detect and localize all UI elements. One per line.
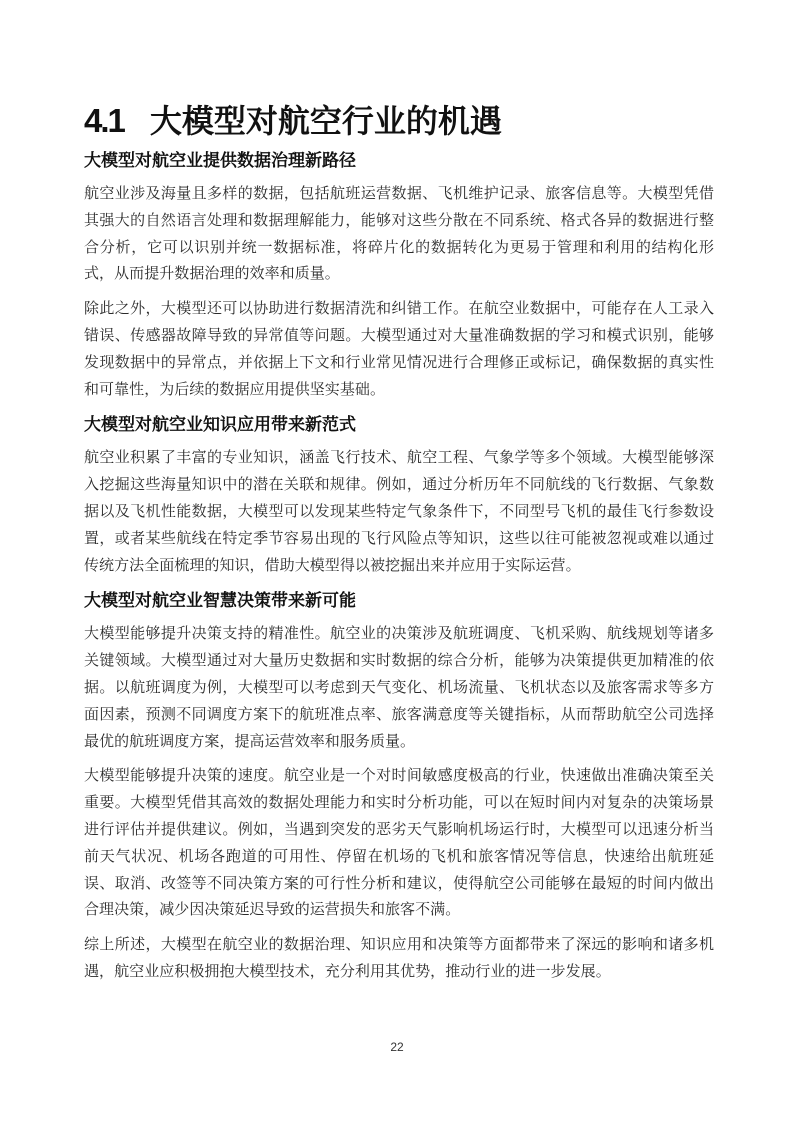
paragraph: 航空业积累了丰富的专业知识，涵盖飞行技术、航空工程、气象学等多个领域。大模型能够深入挖掘这些海量知识中的潜在关联和规律。例如，通过分析历年不同航线的飞行数据、气象数据以及飞机性能数据，大模型可以发现某些特定气象条件下，不同型号飞机的最佳飞行参数设置，或者某些航线在特定季节容易出现的飞行风险点等知识，这些以往可能被忽视或难以通过传统方法全面梳理的知识，借助大模型得以被挖掘出来并应用于实际运营。: [84, 448, 714, 574]
section-title-text: 大模型对航空行业的机遇: [149, 102, 502, 140]
paragraph: 除此之外，大模型还可以协助进行数据清洗和纠错工作。在航空业数据中，可能存在人工录入错误、传感器故障导致的异常值等问题。大模型通过对大量准确数据的学习和模式识别，能够发现数据中的异常点，并依据上下文和行业常见情况进行合理修正或标记，确保数据的真实性和可靠性，为后续的数据应用提供坚实基础。: [84, 299, 714, 398]
paragraph: 综上所述，大模型在航空业的数据治理、知识应用和决策等方面都带来了深远的影响和诸多机遇，航空业应积极拥抱大模型技术，充分利用其优势，推动行业的进一步发展。: [84, 935, 714, 980]
subheading-smart-decision: 大模型对航空业智慧决策带来新可能: [84, 591, 356, 612]
subheading-knowledge-application: 大模型对航空业知识应用带来新范式: [84, 415, 356, 436]
paragraph: 航空业涉及海量且多样的数据，包括航班运营数据、飞机维护记录、旅客信息等。大模型凭借其强大的自然语言处理和数据理解能力，能够对这些分散在不同系统、格式各异的数据进行整合分析，它可以识别并统一数据标准，将碎片化的数据转化为更易于管理和利用的结构化形式，从而提升数据治理的效率和质量。: [84, 184, 714, 283]
section-title: [84, 96, 714, 142]
page-number: 22: [390, 1040, 404, 1054]
paragraph: 大模型能够提升决策支持的精准性。航空业的决策涉及航班调度、飞机采购、航线规划等诸多关键领域。大模型通过对大量历史数据和实时数据的综合分析，能够为决策提供更加精准的依据。以航班调度为例，大模型可以考虑到天气变化、机场流量、飞机状态以及旅客需求等多方面因素，预测不同调度方案下的航班准点率、旅客满意度等关键指标，从而帮助航空公司选择最优的航班调度方案，提高运营效率和服务质量。: [84, 624, 714, 750]
subheading-data-governance: 大模型对航空业提供数据治理新路径: [84, 151, 356, 171]
page-content: [84, 96, 714, 993]
section-number: 4.1: [84, 102, 124, 139]
paragraph: 大模型能够提升决策的速度。航空业是一个对时间敏感度极高的行业，快速做出准确决策至关重要。大模型凭借其高效的数据处理能力和实时分析功能，可以在短时间内对复杂的决策场景进行评估并提供建议。例如，当遇到突发的恶劣天气影响机场运行时，大模型可以迅速分析当前天气状况、机场各跑道的可用性、停留在机场的飞机和旅客情况等信息，快速给出航班延误、取消、改签等不同决策方案的可行性分析和建议，使得航空公司能够在最短的时间内做出合理决策，减少因决策延迟导致的运营损失和旅客不满。: [84, 766, 714, 919]
